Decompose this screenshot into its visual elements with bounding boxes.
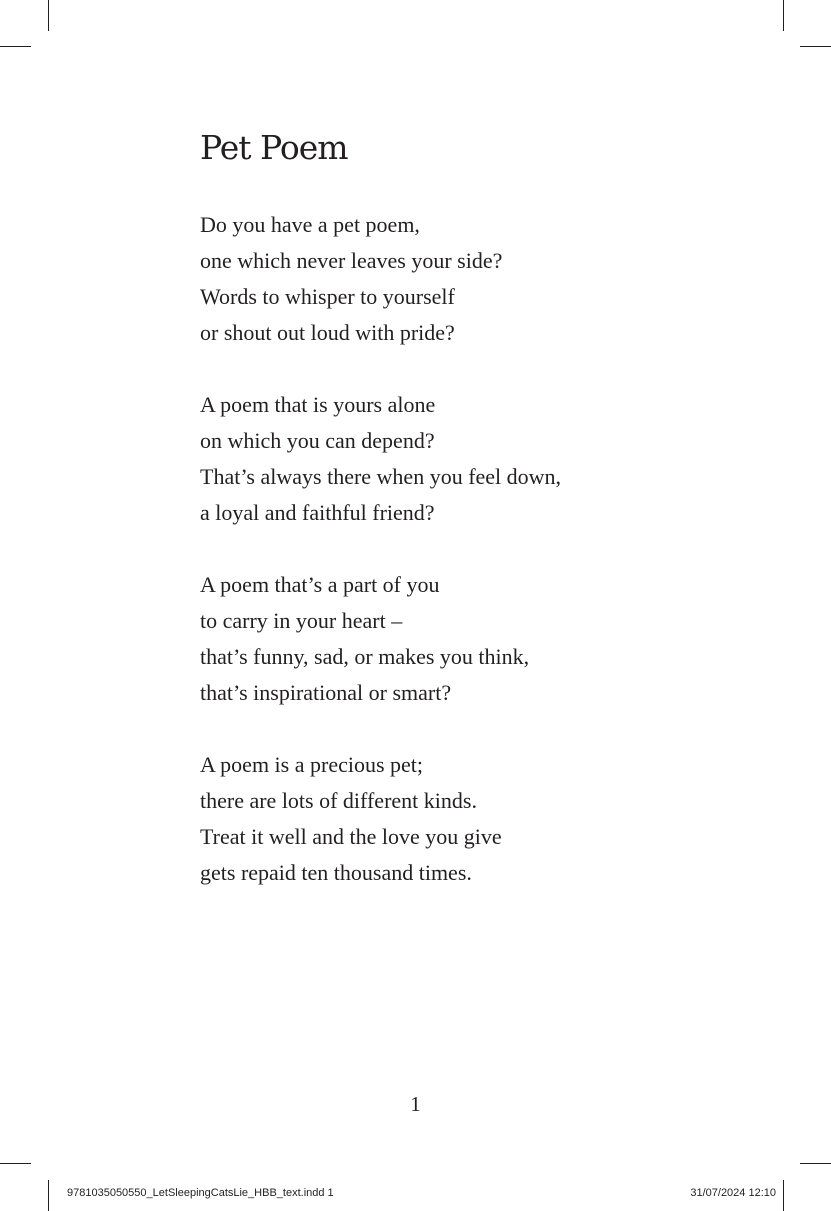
- poem-line: on which you can depend?: [200, 428, 435, 453]
- stanza: [200, 207, 561, 351]
- poem-line: or shout out loud with pride?: [200, 320, 455, 345]
- poem-line: gets repaid ten thousand times.: [200, 860, 472, 885]
- poem-line: Words to whisper to yourself: [200, 284, 455, 309]
- page-number: 1: [410, 1092, 421, 1116]
- slug-filename: 9781035050550_LetSleepingCatsLie_HBB_text.indd 1: [67, 1187, 334, 1199]
- poem-line: to carry in your heart –: [200, 608, 403, 633]
- poem-line: A poem that is yours alone: [200, 392, 436, 417]
- poem-line: That’s always there when you feel down,: [200, 464, 562, 489]
- crop-mark: [48, 1180, 49, 1211]
- poem-line: A poem is a precious pet;: [200, 752, 424, 777]
- crop-mark: [0, 1163, 31, 1164]
- poem-line: that’s funny, sad, or makes you think,: [200, 644, 530, 669]
- poem-body: [200, 207, 561, 927]
- crop-mark: [783, 0, 784, 31]
- poem-title: Pet Poem: [200, 128, 348, 167]
- poem-line: a loyal and faithful friend?: [200, 500, 435, 525]
- stanza: [200, 387, 561, 531]
- poem-line: Do you have a pet poem,: [200, 212, 420, 237]
- poem-line: one which never leaves your side?: [200, 248, 503, 273]
- crop-mark: [48, 0, 49, 31]
- stanza: [200, 747, 561, 891]
- slug-datetime: 31/07/2024 12:10: [690, 1187, 776, 1199]
- crop-mark: [800, 1163, 831, 1164]
- poem-line: A poem that’s a part of you: [200, 572, 440, 597]
- crop-mark: [783, 1180, 784, 1211]
- stanza: [200, 567, 561, 711]
- poem-line: there are lots of different kinds.: [200, 788, 477, 813]
- crop-mark: [800, 46, 831, 47]
- poem-line: Treat it well and the love you give: [200, 824, 502, 849]
- crop-mark: [0, 46, 31, 47]
- poem-line: that’s inspirational or smart?: [200, 680, 452, 705]
